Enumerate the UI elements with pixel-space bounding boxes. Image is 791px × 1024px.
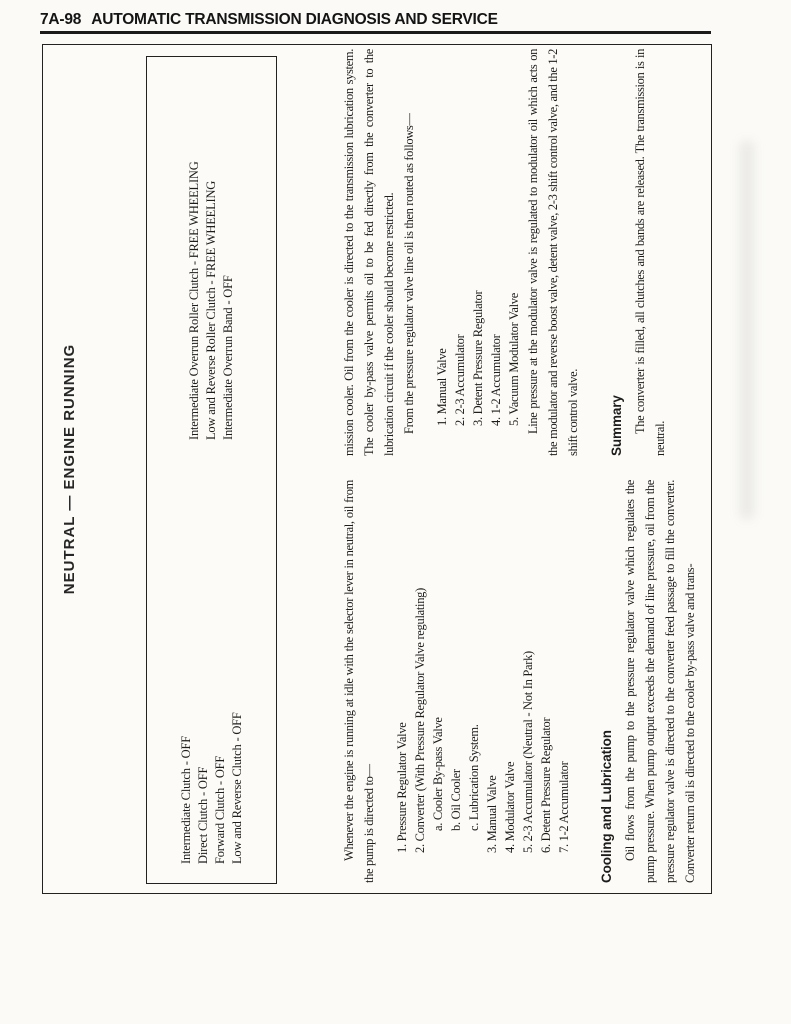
body-right-column: [339, 49, 700, 466]
list-item: 2. 2-3 Accumulator: [453, 334, 467, 426]
clutch-state-item: Low and Reverse Clutch - OFF: [229, 712, 244, 864]
list-item: 3. Manual Valve: [485, 775, 499, 853]
clutch-state-item: Low and Reverse Roller Clutch - FREE WHEELING: [204, 180, 218, 440]
list-item: 5. 2-3 Accumulator (Neutral - Not In Park): [521, 651, 535, 853]
clutch-state-item: Intermediate Overrun Roller Clutch - FREE WHEELING: [187, 161, 201, 440]
paragraph: The converter is filled, all clutches and bands are released. The transmission is in neutral.: [633, 49, 667, 456]
body-columns: [339, 49, 700, 883]
rotated-document-page: [42, 44, 712, 894]
paragraph: Whenever the engine is running at idle with the selector lever in neutral, oil from the pump is directed to—: [342, 480, 376, 883]
list-item: 1. Manual Valve: [435, 348, 449, 426]
header-title: AUTOMATIC TRANSMISSION DIAGNOSIS AND SERVICE: [91, 11, 498, 28]
clutch-state-right-column: [186, 161, 237, 440]
clutch-state-left-column: [178, 472, 246, 864]
list-item: 4. 1-2 Accumulator: [489, 334, 503, 426]
list-item: 5. Vacuum Modulator Valve: [507, 293, 521, 426]
paragraph: Oil flows from the pump to the pressure regulator valve which regulates the pump pressure. When pump output exceeds the demand of line pressure, oil from the pressure regulator valve is directed to the converter feed passage to fill the converter. Converter return oil is directed to the cooler by-pass valve and trans-: [623, 480, 697, 883]
clutch-state-item: Direct Clutch - OFF: [195, 766, 210, 864]
list-item: c. Lubrication System.: [467, 724, 481, 831]
paragraph: mission cooler. Oil from the cooler is directed to the transmission lubrication system. The cooler by-pass valve permits oil to be fed directly from the converter to the lubrication circuit if the cooler should become restricted.: [342, 49, 396, 456]
page-number: 7A-98: [40, 11, 82, 28]
paragraph: Line pressure at the modulator valve is regulated to modulator oil which acts on the modulator and reverse boost valve, detent valve, 2-3 shift control valve, and the 1-2 shift control valve.: [526, 49, 580, 456]
list-item: 4. Modulator Valve: [503, 761, 517, 853]
list-item: 2. Converter (With Pressure Regulator Valve regulating): [413, 588, 427, 853]
list-item: 3. Detent Pressure Regulator: [471, 290, 485, 426]
list-item: 6. Detent Pressure Regulator: [539, 717, 553, 853]
list-item: 1. Pressure Regulator Valve: [395, 722, 409, 853]
running-header: [40, 11, 498, 29]
scan-artifact: [739, 140, 755, 520]
paragraph: From the pressure regulator valve line oil is then routed as follows—: [402, 113, 416, 434]
clutch-state-item: Forward Clutch - OFF: [212, 755, 227, 864]
list-item: b. Oil Cooler: [449, 769, 463, 831]
body-left-column: [339, 466, 700, 883]
clutch-state-item: Intermediate Clutch - OFF: [178, 736, 193, 864]
summary-heading: Summary: [609, 395, 624, 456]
list-item: a. Cooler By-pass Valve: [431, 717, 445, 831]
clutch-state-box: [146, 56, 277, 884]
header-rule: [40, 31, 711, 34]
list-item: 7. 1-2 Accumulator: [557, 761, 571, 853]
section-title: NEUTRAL — ENGINE RUNNING: [61, 343, 78, 595]
clutch-state-item: Intermediate Overrun Band - OFF: [221, 275, 235, 440]
cooling-lubrication-heading: Cooling and Lubrication: [599, 730, 614, 883]
line-oil-routing-list: [433, 49, 523, 426]
oil-routing-list: [393, 480, 573, 853]
